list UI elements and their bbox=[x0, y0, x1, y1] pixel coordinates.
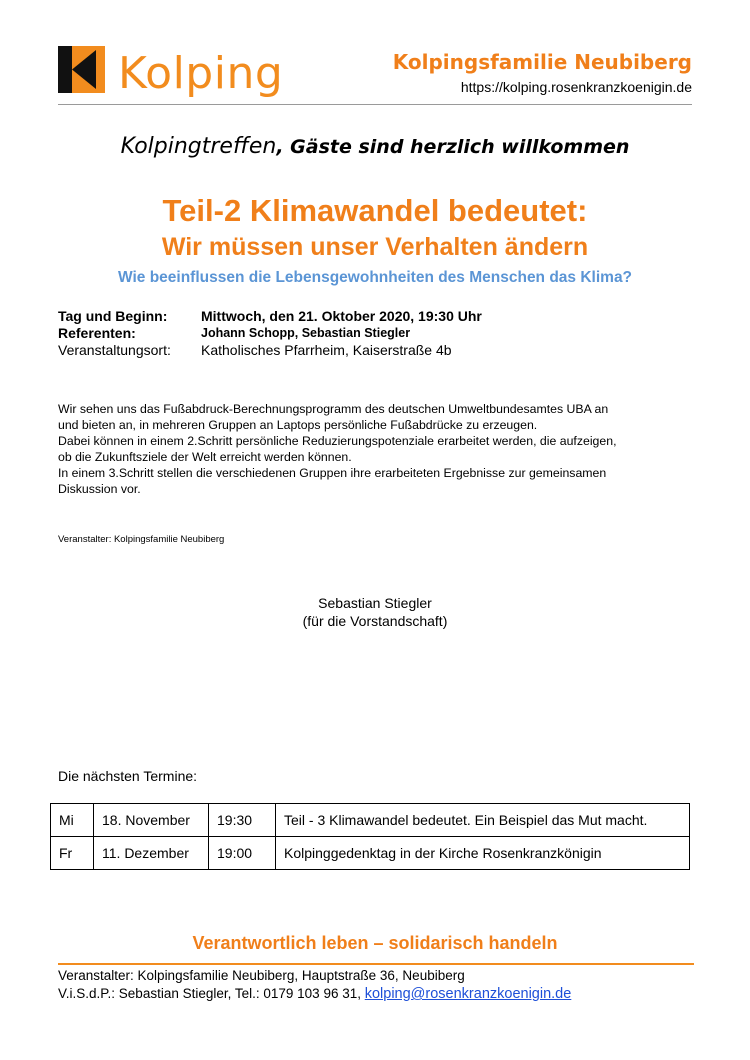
slogan: Verantwortlich leben – solidarisch handeln bbox=[192, 933, 558, 953]
date-label: Tag und Beginn: bbox=[58, 308, 168, 324]
description-line: ob die Zukunftsziele der Welt erreicht werden können. bbox=[58, 450, 352, 464]
cell-date: 11. Dezember bbox=[94, 837, 209, 870]
description-text bbox=[58, 401, 698, 497]
footer-organizer: Veranstalter: Kolpingsfamilie Neubiberg, Hauptstraße 36, Neubiberg bbox=[58, 968, 465, 983]
cell-date: 18. November bbox=[94, 804, 209, 837]
venue-label: Veranstaltungsort: bbox=[58, 342, 171, 358]
kolping-logo-text: Kolping bbox=[118, 48, 284, 99]
footer-contact-text: V.i.S.d.P.: Sebastian Stiegler, Tel.: 0179 103 96 31, bbox=[58, 986, 365, 1001]
intro-part-b: , Gäste sind herzlich willkommen bbox=[276, 136, 630, 158]
description-line: Diskussion vor. bbox=[58, 482, 141, 496]
org-url: https://kolping.rosenkranzkoenigin.de bbox=[460, 79, 692, 95]
header-divider bbox=[58, 104, 692, 105]
cell-day: Mi bbox=[51, 804, 94, 837]
title-line-2: Wir müssen unser Verhalten ändern bbox=[161, 233, 589, 261]
cell-day: Fr bbox=[51, 837, 94, 870]
speakers-label: Referenten: bbox=[58, 325, 136, 341]
description-line: Dabei können in einem 2.Schritt persönliche Reduzierungspotenziale erarbeitet werden, die aufzeigen, bbox=[58, 434, 617, 448]
signature-block bbox=[0, 594, 750, 630]
cell-topic: Kolpinggedenktag in der Kirche Rosenkranzkönigin bbox=[276, 837, 690, 870]
intro-line bbox=[0, 134, 750, 159]
date-value: Mittwoch, den 21. Oktober 2020, 19:30 Uhr bbox=[201, 308, 482, 324]
description-line: In einem 3.Schritt stellen die verschiedenen Gruppen ihre erarbeiteten Ergebnisse zur gemeinsamen bbox=[58, 466, 607, 480]
speakers-value: Johann Schopp, Sebastian Stiegler bbox=[201, 326, 411, 340]
description-line: und bieten an, in mehreren Gruppen an Laptops persönliche Fußabdrücke zu erzeugen. bbox=[58, 418, 538, 432]
intro-part-a: Kolpingtreffen bbox=[120, 134, 277, 159]
venue-value: Katholisches Pfarrheim, Kaiserstraße 4b bbox=[201, 342, 452, 358]
signature-name: Sebastian Stiegler bbox=[318, 595, 432, 611]
table-row bbox=[51, 804, 690, 837]
org-name: Kolpingsfamilie Neubiberg bbox=[392, 50, 692, 74]
footer-contact bbox=[58, 986, 571, 1002]
kolping-logo-mark-icon bbox=[58, 46, 105, 93]
footer-divider bbox=[58, 963, 694, 965]
email-link[interactable]: kolping@rosenkranzkoenigin.de bbox=[364, 986, 572, 1002]
organizer-note: Veranstalter: Kolpingsfamilie Neubiberg bbox=[58, 534, 225, 545]
table-row bbox=[51, 837, 690, 870]
title-line-1: Teil-2 Klimawandel bedeutet: bbox=[162, 193, 588, 228]
next-dates-label: Die nächsten Termine: bbox=[58, 768, 198, 784]
next-dates-table bbox=[50, 803, 690, 870]
cell-time: 19:00 bbox=[209, 837, 276, 870]
cell-time: 19:30 bbox=[209, 804, 276, 837]
cell-topic: Teil - 3 Klimawandel bedeutet. Ein Beispiel das Mut macht. bbox=[276, 804, 690, 837]
signature-role: (für die Vorstandschaft) bbox=[302, 613, 448, 629]
subtitle: Wie beeinflussen die Lebensgewohnheiten des Menschen das Klima? bbox=[117, 269, 633, 286]
description-line: Wir sehen uns das Fußabdruck-Berechnungsprogramm des deutschen Umweltbundesamtes UBA an bbox=[58, 402, 609, 416]
